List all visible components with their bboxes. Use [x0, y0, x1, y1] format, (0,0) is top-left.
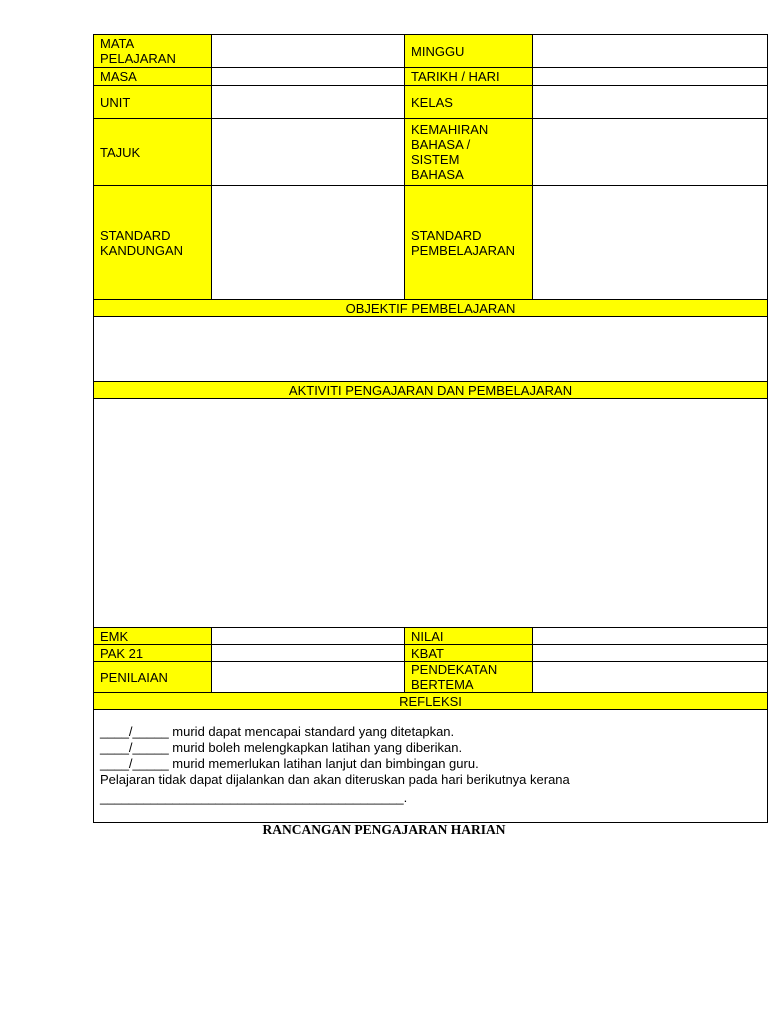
- field-masa[interactable]: [211, 67, 405, 86]
- field-objektif[interactable]: [93, 316, 768, 382]
- label-kemahiran-bahasa: KEMAHIRAN BAHASA / SISTEM BAHASA: [404, 118, 533, 186]
- label-penilaian: PENILAIAN: [93, 661, 212, 693]
- field-tajuk[interactable]: [211, 118, 405, 186]
- field-standard-kandungan[interactable]: [211, 185, 405, 300]
- field-mata-pelajaran[interactable]: [211, 34, 405, 68]
- label-kelas: KELAS: [404, 85, 533, 119]
- reflection-line: __________________________________________.: [100, 790, 408, 805]
- reflection-line: ____/_____ murid dapat mencapai standard yang ditetapkan.: [100, 724, 455, 739]
- field-penilaian[interactable]: [211, 661, 405, 693]
- section-refleksi-header: REFLEKSI: [93, 692, 768, 710]
- field-pak21[interactable]: [211, 644, 405, 662]
- field-emk[interactable]: [211, 627, 405, 645]
- field-minggu[interactable]: [532, 34, 768, 68]
- label-tarikh-hari: TARIKH / HARI: [404, 67, 533, 86]
- document-title: RANCANGAN PENGAJARAN HARIAN: [262, 822, 506, 837]
- label-standard-pembelajaran: STANDARD PEMBELAJARAN: [404, 185, 533, 300]
- field-tarikh-hari[interactable]: [532, 67, 768, 86]
- field-aktiviti[interactable]: [93, 398, 768, 628]
- label-masa: MASA: [93, 67, 212, 86]
- label-nilai: NILAI: [404, 627, 533, 645]
- field-nilai[interactable]: [532, 627, 768, 645]
- field-kbat[interactable]: [532, 644, 768, 662]
- field-standard-pembelajaran[interactable]: [532, 185, 768, 300]
- section-objektif-header: OBJEKTIF PEMBELAJARAN: [93, 299, 768, 317]
- reflection-line: ____/_____ murid boleh melengkapkan latihan yang diberikan.: [100, 740, 463, 755]
- label-pendekatan-bertema: PENDEKATAN BERTEMA: [404, 661, 533, 693]
- label-mata-pelajaran: MATA PELAJARAN: [93, 34, 212, 68]
- field-kemahiran-bahasa[interactable]: [532, 118, 768, 186]
- field-kelas[interactable]: [532, 85, 768, 119]
- label-emk: EMK: [93, 627, 212, 645]
- label-unit: UNIT: [93, 85, 212, 119]
- section-aktiviti-header: AKTIVITI PENGAJARAN DAN PEMBELAJARAN: [93, 381, 768, 399]
- reflection-text: [100, 724, 700, 806]
- label-standard-kandungan: STANDARD KANDUNGAN: [93, 185, 212, 300]
- field-pendekatan-bertema[interactable]: [532, 661, 768, 693]
- label-kbat: KBAT: [404, 644, 533, 662]
- label-pak21: PAK 21: [93, 644, 212, 662]
- reflection-line: Pelajaran tidak dapat dijalankan dan akan diteruskan pada hari berikutnya kerana: [100, 772, 570, 787]
- label-minggu: MINGGU: [404, 34, 533, 68]
- reflection-line: ____/_____ murid memerlukan latihan lanjut dan bimbingan guru.: [100, 756, 479, 771]
- label-tajuk: TAJUK: [93, 118, 212, 186]
- field-unit[interactable]: [211, 85, 405, 119]
